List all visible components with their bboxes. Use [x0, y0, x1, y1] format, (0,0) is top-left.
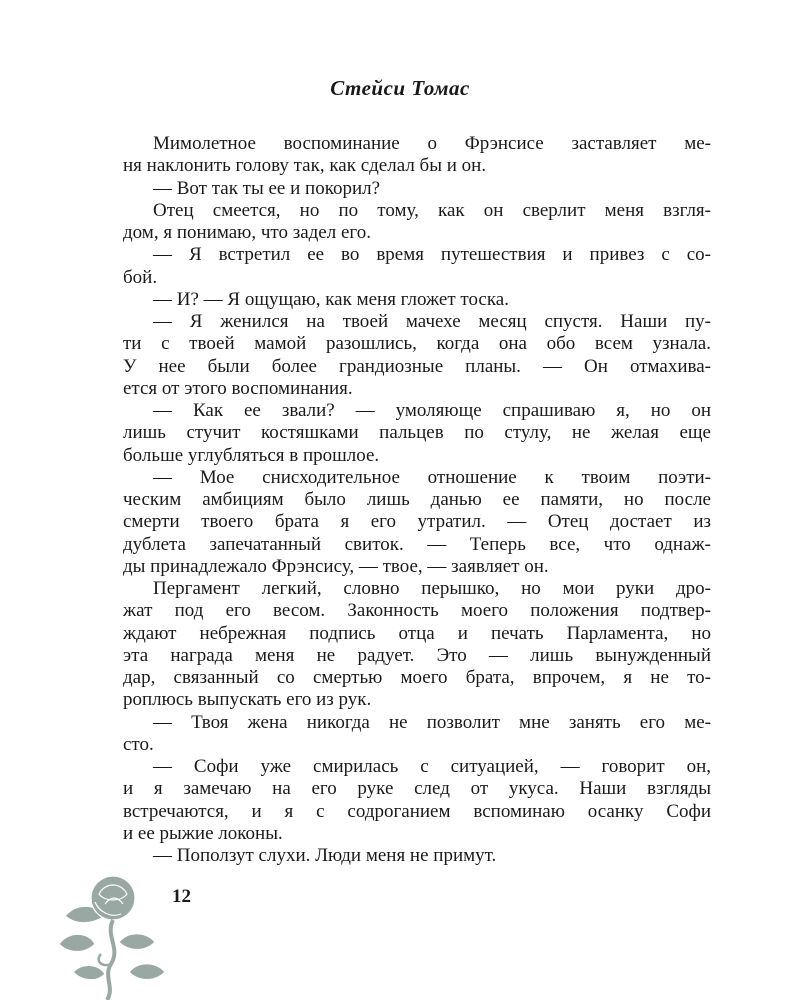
text-line: — Софи уже смирилась с ситуацией, — говорит он, — [153, 756, 711, 777]
text-line: — Мое снисходительное отношение к твоим поэти- — [153, 466, 711, 488]
text-line: — Твоя жена никогда не позволит мне занять его ме- — [153, 711, 711, 733]
text-line: дар, связанный со смертью моего брата, впрочем, я не то- — [123, 667, 711, 688]
text-line: — Как ее звали? — умоляюще спрашиваю я, но он — [153, 400, 711, 421]
text-line: сто. — [123, 733, 154, 755]
text-line: встречаются, и я с содроганием вспоминаю осанку Софи — [123, 800, 711, 822]
text-line: — И? — Я ощущаю, как меня гложет тоска. — [153, 288, 509, 310]
text-line: — Я женился на твоей мачехе месяц спустя. Наши пу- — [153, 311, 711, 332]
rose-ornament-icon — [55, 872, 170, 1000]
text-line: Мимолетное воспоминание о Фрэнсисе заставляет ме- — [153, 133, 711, 154]
text-line: лишь стучит костяшками пальцев по стулу, не желая еще — [123, 422, 711, 444]
running-header: Стейси Томас — [330, 76, 470, 100]
text-line: ды принадлежало Фрэнсису, — твое, — заявляет он. — [123, 555, 549, 577]
text-line: — Вот так ты ее и покорил? — [153, 177, 381, 199]
text-line: Отец смеется, но по тому, как он сверлит меня взгля- — [153, 199, 711, 221]
page-number: 12 — [172, 886, 191, 907]
text-line: У нее были более грандиозные планы. — Он отмахива- — [123, 355, 711, 377]
text-line: смерти твоего брата я его утратил. — Отец достает из — [123, 511, 711, 533]
text-line: ждают небрежная подпись отца и печать Парламента, но — [123, 622, 711, 644]
text-line: ня наклонить голову так, как сделал бы и он. — [123, 155, 487, 177]
text-line: дом, я понимаю, что задел его. — [123, 222, 371, 243]
text-line: ти с твоей мамой разошлись, когда она обо всем узнала. — [123, 333, 711, 355]
text-line: — Я встретил ее во время путешествия и привез с со- — [153, 244, 711, 266]
text-line: — Поползут слухи. Люди меня не примут. — [153, 845, 497, 866]
body-text — [123, 133, 711, 867]
text-line: эта награда меня не радует. Это — лишь вынужденный — [123, 644, 711, 666]
text-line: дублета запечатанный свиток. — Теперь все, что однаж- — [123, 533, 711, 555]
text-line: Пергамент легкий, словно перышко, но мои руки дро- — [153, 578, 711, 599]
text-line: больше углубляться в прошлое. — [123, 444, 380, 466]
text-line: роплюсь выпускать его из рук. — [123, 689, 372, 711]
text-line: и ее рыжие локоны. — [123, 822, 283, 844]
text-line: ется от этого воспоминания. — [123, 377, 353, 399]
text-line: жат под его весом. Законность моего положения подтвер- — [123, 600, 711, 622]
text-line: бой. — [123, 266, 158, 288]
text-line: и я замечаю на его руке след от укуса. Наши взгляды — [123, 778, 711, 800]
text-line: ческим амбициям было лишь данью ее памяти, но после — [123, 489, 711, 510]
